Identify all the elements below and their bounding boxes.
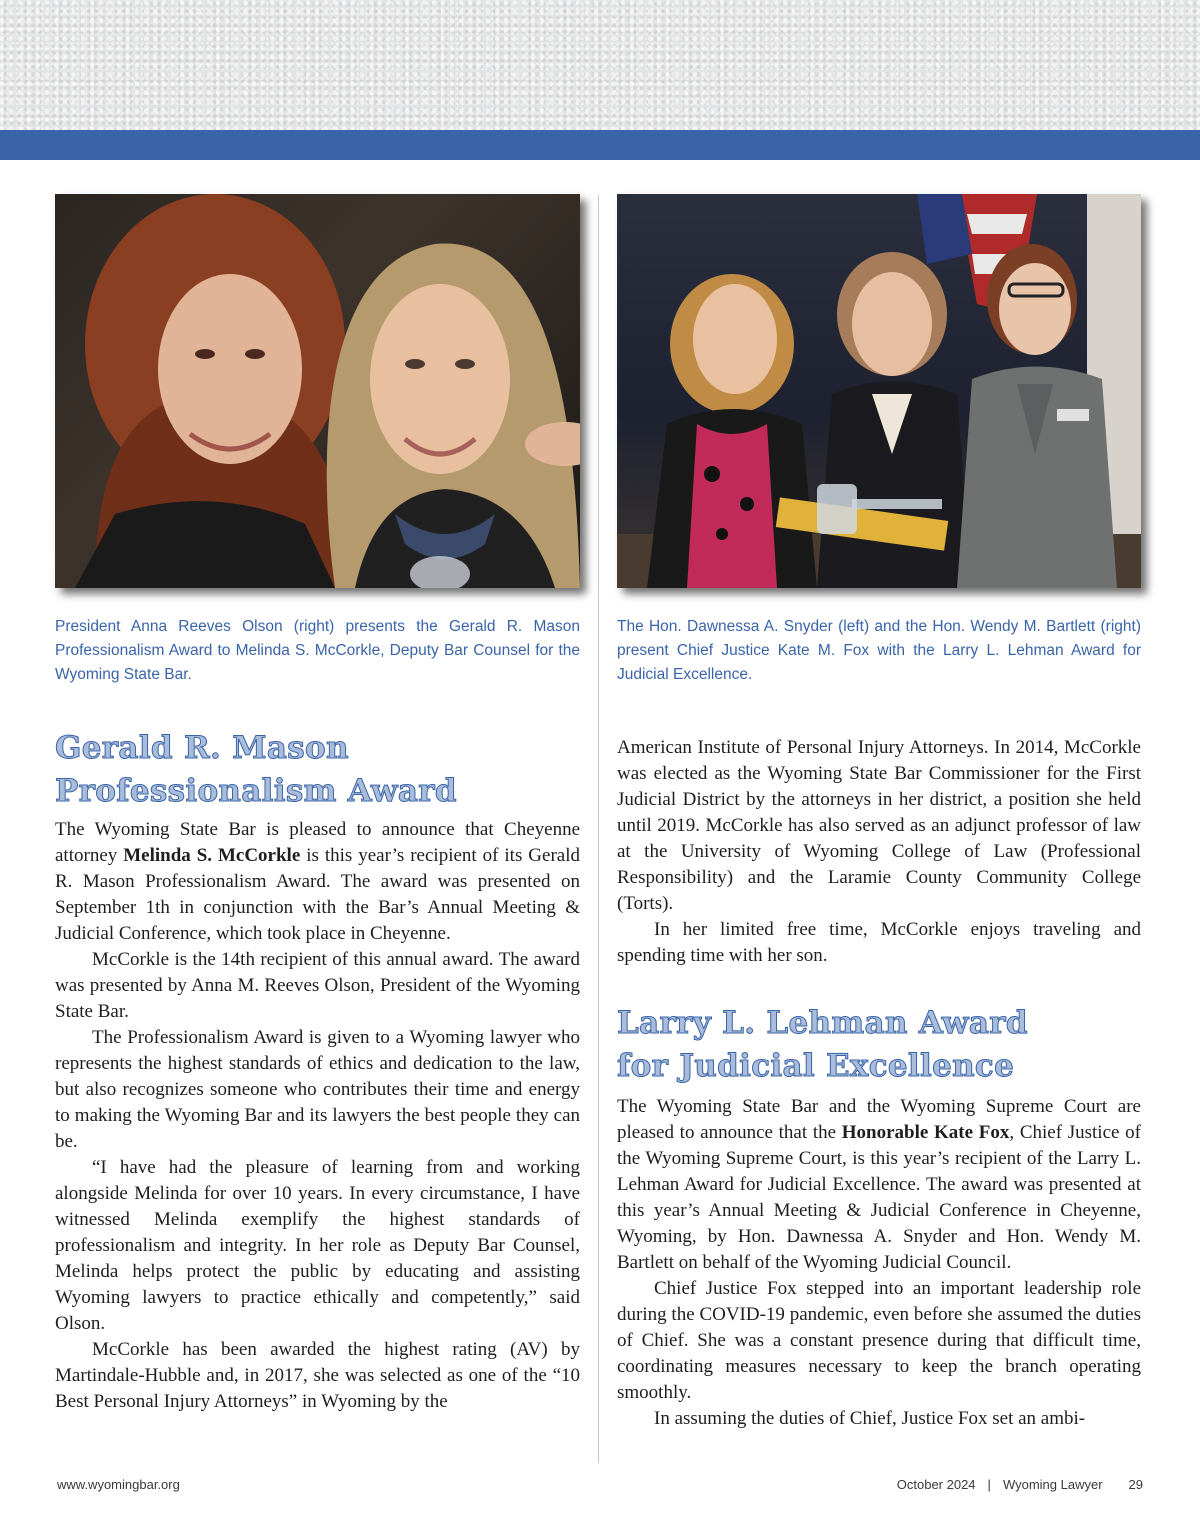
footer-separator: | [987,1477,991,1492]
heading-lehman-line2: for Judicial Excellence [617,1048,1015,1084]
lehman-paragraph-3: In assuming the duties of Chief, Justice Fox set an ambi- [654,1408,1086,1429]
mason-paragraph-6: American Institute of Personal Injury Attorneys. In 2014, McCorkle was elected as the Wyoming State Bar Commissioner for the First Judicial District by the attorneys in her district, a position she held until 2019. McCorkle has also served as an adjunct professor of law at the University of Wyoming College of Law (Professional Responsibility) and the Laramie County Community College (Torts). [617,737,1141,914]
mason-paragraph-4: “I have had the pleasure of learning from and working alongside Melinda for over 10 years. In every circumstance, I have witnessed Melinda exemplify the highest standards of professionalism and integrity. In her role as Deputy Bar Counsel, Melinda helps protect the public by educating and assisting Wyoming lawyers to practice ethically and competently,” said Olson. [55,1157,580,1334]
heading-mason-line1: Gerald R. Mason [55,730,349,766]
recipient-name-mccorkle: Melinda S. McCorkle [123,845,301,866]
heading-lehman-line1: Larry L. Lehman Award [617,1005,1028,1041]
photo-caption-left: President Anna Reeves Olson (right) presents the Gerald R. Mason Professionalism Award to Melinda S. McCorkle, Deputy Bar Counsel for the Wyoming State Bar. [55,618,580,683]
photo-olson-mccorkle [55,194,580,588]
heading-mason-award [55,727,457,813]
header-texture [0,0,1200,130]
mason-paragraph-2: McCorkle is the 14th recipient of this annual award. The award was presented by Anna M. Reeves Olson, President of the Wyoming State Bar. [55,949,580,1022]
footer-page-number: 29 [1128,1477,1143,1492]
lehman-paragraph-2: Chief Justice Fox stepped into an important leadership role during the COVID-19 pandemic, even before she assumed the duties of Chief. She was a constant presence during that difficult time, coordinating measures necessary to keep the branch operating smoothly. [617,1278,1141,1403]
mason-paragraph-3: The Professionalism Award is given to a Wyoming lawyer who represents the highest standards of ethics and dedication to the law, but also recognizes someone who contributes their time and energy to making the Wyoming Bar and its lawyers the best people they can be. [55,1027,580,1152]
header-band [0,130,1200,160]
footer-website[interactable]: www.wyomingbar.org [57,1477,180,1492]
mason-paragraph-5: McCorkle has been awarded the highest rating (AV) by Martindale-Hubble and, in 2017, she was selected as one of the “10 Best Personal Injury Attorneys” in Wyoming by the [55,1339,580,1412]
article-column-left [55,817,580,1415]
recipient-name-fox: Honorable Kate Fox [841,1122,1010,1143]
column-divider [598,195,599,1463]
mason-paragraph-7: In her limited free time, McCorkle enjoys traveling and spending time with her son. [617,919,1141,966]
heading-lehman-award [617,1002,1028,1088]
photo-snyder-fox-bartlett [617,194,1141,588]
article-column-right-bottom [617,1094,1141,1432]
mason-paragraph-1: The Wyoming State Bar is pleased to announce that Cheyenne attorney Melinda S. McCorkle is this year’s recipient of its Gerald R. Mason Professionalism Award. The award was presented on September 1th in conjunction with the Bar’s Annual Meeting & Judicial Conference, which took place in Cheyenne. [55,819,580,944]
lehman-paragraph-1: The Wyoming State Bar and the Wyoming Supreme Court are pleased to announce that the Honorable Kate Fox, Chief Justice of the Wyoming Supreme Court, is this year’s recipient of the Larry L. Lehman Award for Judicial Excellence. The award was presented at this year’s Annual Meeting & Judicial Conference in Cheyenne, Wyoming, by Hon. Dawnessa A. Snyder and Hon. Wendy M. Bartlett on behalf of the Wyoming Judicial Council. [617,1096,1141,1273]
footer-publication: Wyoming Lawyer [1002,1477,1103,1492]
photo-caption-right: The Hon. Dawnessa A. Snyder (left) and the Hon. Wendy M. Bartlett (right) present Chief Justice Kate M. Fox with the Larry L. Lehman Award for Judicial Excellence. [617,618,1141,683]
heading-mason-line2: Professionalism Award [55,773,457,809]
article-column-right-top [617,735,1141,969]
footer-issue-date: October 2024 [896,1477,976,1492]
footer-issue-info [897,1477,1143,1492]
